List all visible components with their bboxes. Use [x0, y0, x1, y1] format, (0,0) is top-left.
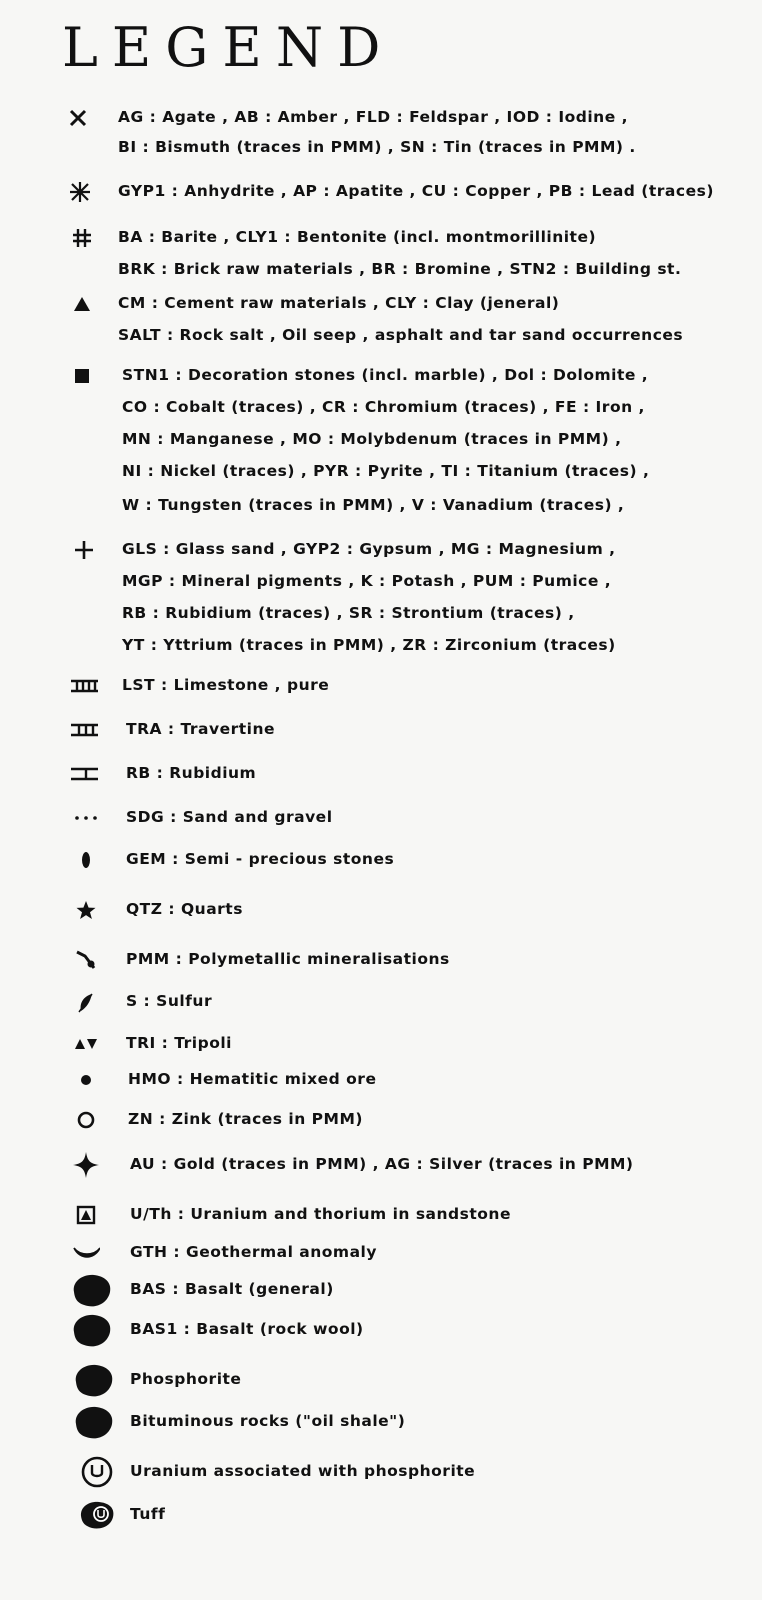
plus-icon — [70, 536, 98, 564]
blob-u-icon — [74, 1495, 120, 1535]
dots-icon — [72, 804, 100, 832]
legend-entry-text: GYP1 : Anhydrite , AP : Apatite , CU : Copper , PB : Lead (traces) — [118, 182, 714, 200]
hammer-icon — [72, 946, 100, 974]
hash-icon — [68, 224, 96, 252]
circled-u-icon — [74, 1452, 120, 1492]
square-icon — [68, 362, 96, 390]
legend-entry-text: YT : Yttrium (traces in PMM) , ZR : Zirconium (traces) — [122, 636, 616, 654]
legend-entry-text: RB : Rubidium (traces) , SR : Strontium (traces) , — [122, 604, 575, 622]
legend-entry-text: Bituminous rocks ("oil shale") — [130, 1412, 406, 1430]
x-mark-icon — [64, 104, 92, 132]
asterisk-cross-icon — [66, 178, 94, 206]
legend-entry-text: CO : Cobalt (traces) , CR : Chromium (traces) , FE : Iron , — [122, 398, 645, 416]
legend-entry-text: BA : Barite , CLY1 : Bentonite (incl. montmorillinite) — [118, 228, 597, 246]
legend-entry-text: CM : Cement raw materials , CLY : Clay (jeneral) — [118, 294, 560, 312]
tripoli-icon — [72, 1030, 100, 1058]
legend-entry-text: BAS : Basalt (general) — [130, 1280, 334, 1298]
legend-entry-text: GTH : Geothermal anomaly — [130, 1243, 377, 1261]
legend-title: LEGEND — [62, 16, 395, 79]
star-icon — [72, 896, 100, 924]
triangle-icon — [68, 290, 96, 318]
legend-entry-text: BRK : Brick raw materials , BR : Bromine , STN2 : Building st. — [118, 260, 682, 278]
crescent-icon — [72, 1239, 100, 1267]
legend-entry-text: TRI : Tripoli — [126, 1034, 232, 1052]
legend-entry-text: NI : Nickel (traces) , PYR : Pyrite , TI : Titanium (traces) , — [122, 462, 650, 480]
legend-entry-text: MGP : Mineral pigments , K : Potash , PUM : Pumice , — [122, 572, 612, 590]
legend-entry-text: AU : Gold (traces in PMM) , AG : Silver (traces in PMM) — [130, 1155, 634, 1173]
legend-entry-text: SALT : Rock salt , Oil seep , asphalt and tar sand occurrences — [118, 326, 684, 344]
legend-entry-text: PMM : Polymetallic mineralisations — [126, 950, 450, 968]
legend-entry-text: SDG : Sand and gravel — [126, 808, 333, 826]
legend-entry-text: LST : Limestone , pure — [122, 676, 330, 694]
legend-entry-text: AG : Agate , AB : Amber , FLD : Feldspar , IOD : Iodine , — [118, 108, 629, 126]
blob-icon — [68, 1310, 114, 1350]
circle-outline-icon — [72, 1106, 100, 1134]
leaf-icon — [72, 988, 100, 1016]
legend-entry-text: GEM : Semi - precious stones — [126, 850, 395, 868]
legend-entry-text: ZN : Zink (traces in PMM) — [128, 1110, 363, 1128]
ladder-3-icon — [70, 716, 98, 744]
blob-icon — [68, 1270, 114, 1310]
legend-entry-text: TRA : Travertine — [126, 720, 275, 738]
boxed-triangle-icon — [72, 1201, 100, 1229]
blob-icon — [70, 1360, 116, 1400]
legend-entry-text: S : Sulfur — [126, 992, 213, 1010]
ladder-4-icon — [70, 672, 98, 700]
legend-entry-text: U/Th : Uranium and thorium in sandstone — [130, 1205, 511, 1223]
legend-entry-text: RB : Rubidium — [126, 764, 257, 782]
oval-icon — [72, 846, 100, 874]
legend-entry-text: W : Tungsten (traces in PMM) , V : Vanadium (traces) , — [122, 496, 625, 514]
legend-entry-text: QTZ : Quarts — [126, 900, 243, 918]
four-point-star-icon — [72, 1151, 100, 1179]
legend-entry-text: GLS : Glass sand , GYP2 : Gypsum , MG : Magnesium , — [122, 540, 616, 558]
ladder-1-icon — [70, 760, 98, 788]
blob-icon — [70, 1402, 116, 1442]
dot-icon — [72, 1066, 100, 1094]
legend-entry-text: STN1 : Decoration stones (incl. marble) , Dol : Dolomite , — [122, 366, 649, 384]
legend-entry-text: BAS1 : Basalt (rock wool) — [130, 1320, 364, 1338]
legend-entry-text: BI : Bismuth (traces in PMM) , SN : Tin (traces in PMM) . — [118, 138, 636, 156]
legend-entry-text: Phosphorite — [130, 1370, 242, 1388]
legend-entry-text: Uranium associated with phosphorite — [130, 1462, 476, 1480]
legend-entry-text: MN : Manganese , MO : Molybdenum (traces in PMM) , — [122, 430, 622, 448]
legend-entry-text: Tuff — [130, 1505, 166, 1523]
legend-entry-text: HMO : Hematitic mixed ore — [128, 1070, 377, 1088]
